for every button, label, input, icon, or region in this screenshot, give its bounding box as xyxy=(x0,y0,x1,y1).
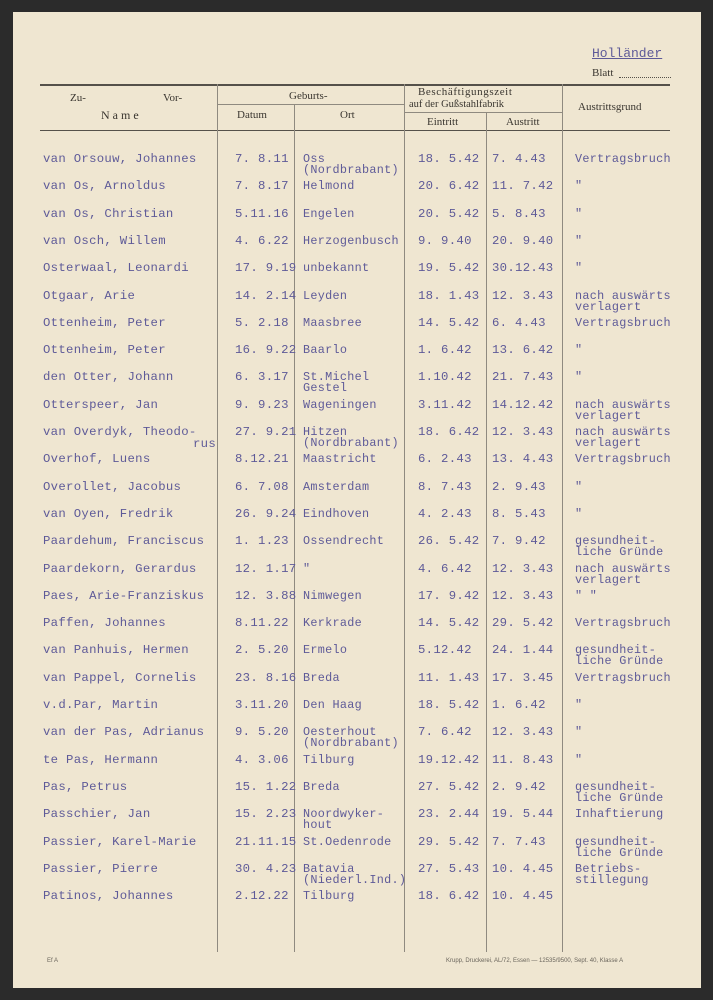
exit-date-cell: 2. 9.43 xyxy=(492,480,546,494)
name-cell: Osterwaal, Leonardi xyxy=(43,261,189,275)
col-divider-3 xyxy=(404,84,405,952)
birth-date-cell: 5. 2.18 xyxy=(235,316,289,330)
header-geburts: Geburts- xyxy=(289,90,328,102)
name-cell: Paes, Arie-Franziskus xyxy=(43,589,205,603)
reason-cell-2: liche Gründe xyxy=(575,846,664,860)
reason-cell: " xyxy=(575,480,583,494)
header-austritt: Austritt xyxy=(506,116,540,128)
reason-cell: " xyxy=(575,370,583,384)
header-austrittsgrund: Austrittsgrund xyxy=(578,101,642,113)
entry-date-cell: 18. 6.42 xyxy=(418,889,480,903)
entry-date-cell: 7. 6.42 xyxy=(418,725,472,739)
entry-date-cell: 4. 6.42 xyxy=(418,562,472,576)
exit-date-cell: 21. 7.43 xyxy=(492,370,554,384)
birth-place-cell-2: (Nordbrabant) xyxy=(303,736,399,750)
col-divider-4 xyxy=(486,112,487,952)
entry-date-cell: 1.10.42 xyxy=(418,370,472,384)
reason-cell: Vertragsbruch xyxy=(575,152,671,166)
reason-cell-2: liche Gründe xyxy=(575,791,664,805)
birth-date-cell: 4. 3.06 xyxy=(235,753,289,767)
birth-date-cell: 14. 2.14 xyxy=(235,289,297,303)
entry-date-cell: 3.11.42 xyxy=(418,398,472,412)
entry-date-cell: 20. 6.42 xyxy=(418,179,480,193)
reason-cell: nach auswärts xyxy=(575,425,671,439)
entry-date-cell: 19.12.42 xyxy=(418,753,480,767)
exit-date-cell: 7. 9.42 xyxy=(492,534,546,548)
reason-cell: " " xyxy=(575,589,598,603)
exit-date-cell: 20. 9.40 xyxy=(492,234,554,248)
beschaeftigung-subrule xyxy=(404,112,562,113)
entry-date-cell: 18. 5.42 xyxy=(418,698,480,712)
birth-date-cell: 8.11.22 xyxy=(235,616,289,630)
blatt-line xyxy=(619,77,671,78)
birth-date-cell: 16. 9.22 xyxy=(235,343,297,357)
exit-date-cell: 13. 4.43 xyxy=(492,452,554,466)
exit-date-cell: 12. 3.43 xyxy=(492,425,554,439)
name-cell: Paardekorn, Gerardus xyxy=(43,562,197,576)
birth-place-cell: Maastricht xyxy=(303,452,377,466)
name-cell: Otterspeer, Jan xyxy=(43,398,159,412)
footer-right: Krupp, Druckerei, AL/72, Essen — 12535/9500, Sept. 40, Klasse A xyxy=(446,958,624,964)
reason-cell: " xyxy=(575,343,583,357)
exit-date-cell: 12. 3.43 xyxy=(492,562,554,576)
birth-date-cell: 7. 8.11 xyxy=(235,152,289,166)
birth-date-cell: 21.11.15 xyxy=(235,835,297,849)
exit-date-cell: 29. 5.42 xyxy=(492,616,554,630)
birth-place-cell: Noordwyker- xyxy=(303,807,385,821)
reason-cell-2: stillegung xyxy=(575,873,649,887)
birth-place-cell: " xyxy=(303,562,311,576)
name-cell: Paffen, Johannes xyxy=(43,616,166,630)
birth-place-cell: Oss xyxy=(303,152,326,166)
birth-place-cell: Hitzen xyxy=(303,425,348,439)
birth-place-cell: Helmond xyxy=(303,179,355,193)
col-divider-1 xyxy=(217,84,218,952)
reason-cell: nach auswärts xyxy=(575,398,671,412)
entry-date-cell: 17. 9.42 xyxy=(418,589,480,603)
name-cell: Pas, Petrus xyxy=(43,780,128,794)
exit-date-cell: 30.12.43 xyxy=(492,261,554,275)
reason-cell: " xyxy=(575,207,583,221)
entry-date-cell: 14. 5.42 xyxy=(418,316,480,330)
birth-place-cell: Breda xyxy=(303,780,340,794)
table-header-rule xyxy=(40,130,670,131)
exit-date-cell: 2. 9.42 xyxy=(492,780,546,794)
birth-place-cell: Leyden xyxy=(303,289,348,303)
header-ort: Ort xyxy=(340,109,355,121)
reason-cell: Vertragsbruch xyxy=(575,616,671,630)
name-cell: van Oyen, Fredrik xyxy=(43,507,174,521)
reason-cell: " xyxy=(575,179,583,193)
exit-date-cell: 24. 1.44 xyxy=(492,643,554,657)
entry-date-cell: 19. 5.42 xyxy=(418,261,480,275)
name-cell: v.d.Par, Martin xyxy=(43,698,159,712)
reason-cell: nach auswärts xyxy=(575,562,671,576)
footer-left: Ef A xyxy=(47,958,59,964)
reason-cell-2: verlagert xyxy=(575,409,642,423)
header-eintritt: Eintritt xyxy=(427,116,459,128)
reason-cell: gesundheit- xyxy=(575,643,657,657)
exit-date-cell: 14.12.42 xyxy=(492,398,554,412)
exit-date-cell: 11. 8.43 xyxy=(492,753,554,767)
birth-place-cell: Den Haag xyxy=(303,698,363,712)
birth-place-cell: Nimwegen xyxy=(303,589,363,603)
birth-place-cell: Engelen xyxy=(303,207,355,221)
birth-place-cell-2: (Nordbrabant) xyxy=(303,163,399,177)
reason-cell: Betriebs- xyxy=(575,862,642,876)
birth-place-cell: Oesterhout xyxy=(303,725,377,739)
birth-place-cell: Herzogenbusch xyxy=(303,234,399,248)
header-name: N a m e xyxy=(101,108,139,122)
birth-date-cell: 1. 1.23 xyxy=(235,534,289,548)
birth-date-cell: 23. 8.16 xyxy=(235,671,297,685)
exit-date-cell: 7. 4.43 xyxy=(492,152,546,166)
name-cell: van der Pas, Adrianus xyxy=(43,725,205,739)
birth-place-cell: St.Oedenrode xyxy=(303,835,392,849)
name-cell: van Orsouw, Johannes xyxy=(43,152,197,166)
birth-place-cell-2: Gestel xyxy=(303,381,348,395)
exit-date-cell: 1. 6.42 xyxy=(492,698,546,712)
birth-place-cell: Tilburg xyxy=(303,753,355,767)
entry-date-cell: 29. 5.42 xyxy=(418,835,480,849)
exit-date-cell: 17. 3.45 xyxy=(492,671,554,685)
birth-place-cell-2: hout xyxy=(303,818,333,832)
birth-place-cell: Maasbree xyxy=(303,316,363,330)
document-page xyxy=(13,12,701,988)
birth-place-cell: Wageningen xyxy=(303,398,377,412)
birth-place-cell: Breda xyxy=(303,671,340,685)
entry-date-cell: 9. 9.40 xyxy=(418,234,472,248)
name-cell: Otgaar, Arie xyxy=(43,289,136,303)
entry-date-cell: 18. 6.42 xyxy=(418,425,480,439)
reason-cell: Vertragsbruch xyxy=(575,671,671,685)
reason-cell: gesundheit- xyxy=(575,534,657,548)
name-cell: Passier, Pierre xyxy=(43,862,159,876)
reason-cell: " xyxy=(575,234,583,248)
name-cell: Passier, Karel-Marie xyxy=(43,835,197,849)
exit-date-cell: 12. 3.43 xyxy=(492,589,554,603)
reason-cell: nach auswärts xyxy=(575,289,671,303)
name-cell: Passchier, Jan xyxy=(43,807,151,821)
exit-date-cell: 19. 5.44 xyxy=(492,807,554,821)
reason-cell-2: liche Gründe xyxy=(575,545,664,559)
birth-place-cell: Kerkrade xyxy=(303,616,363,630)
birth-place-cell: Tilburg xyxy=(303,889,355,903)
name-cell: van Pappel, Cornelis xyxy=(43,671,197,685)
exit-date-cell: 5. 8.43 xyxy=(492,207,546,221)
birth-place-cell-2: (Niederl.Ind.) xyxy=(303,873,407,887)
exit-date-cell: 6. 4.43 xyxy=(492,316,546,330)
reason-cell-2: verlagert xyxy=(575,300,642,314)
entry-date-cell: 27. 5.42 xyxy=(418,780,480,794)
name-cell: Paardehum, Franciscus xyxy=(43,534,205,548)
entry-date-cell: 8. 7.43 xyxy=(418,480,472,494)
reason-cell: " xyxy=(575,698,583,712)
reason-cell: Vertragsbruch xyxy=(575,452,671,466)
reason-cell: gesundheit- xyxy=(575,835,657,849)
name-cell: te Pas, Hermann xyxy=(43,753,159,767)
name-cell: Ottenheim, Peter xyxy=(43,343,166,357)
birth-place-cell: Ossendrecht xyxy=(303,534,385,548)
exit-date-cell: 13. 6.42 xyxy=(492,343,554,357)
table-top-rule xyxy=(40,84,670,86)
name-cell: van Panhuis, Hermen xyxy=(43,643,189,657)
birth-date-cell: 17. 9.19 xyxy=(235,261,297,275)
birth-date-cell: 4. 6.22 xyxy=(235,234,289,248)
col-divider-5 xyxy=(562,84,563,952)
entry-date-cell: 23. 2.44 xyxy=(418,807,480,821)
name-cell: Overollet, Jacobus xyxy=(43,480,182,494)
blatt-label: Blatt xyxy=(592,67,614,79)
birth-date-cell: 3.11.20 xyxy=(235,698,289,712)
birth-date-cell: 30. 4.23 xyxy=(235,862,297,876)
col-divider-2 xyxy=(294,104,295,952)
birth-place-cell: unbekannt xyxy=(303,261,370,275)
entry-date-cell: 1. 6.42 xyxy=(418,343,472,357)
header-beschaeftigung-2: auf der Gußstahlfabrik xyxy=(409,99,505,110)
name-cell: Patinos, Johannes xyxy=(43,889,174,903)
birth-date-cell: 2.12.22 xyxy=(235,889,289,903)
reason-cell: " xyxy=(575,725,583,739)
reason-cell-2: liche Gründe xyxy=(575,654,664,668)
entry-date-cell: 27. 5.43 xyxy=(418,862,480,876)
name-cell: van Os, Christian xyxy=(43,207,174,221)
exit-date-cell: 10. 4.45 xyxy=(492,889,554,903)
entry-date-cell: 4. 2.43 xyxy=(418,507,472,521)
reason-cell-2: verlagert xyxy=(575,573,642,587)
exit-date-cell: 7. 7.43 xyxy=(492,835,546,849)
header-datum: Datum xyxy=(237,109,267,121)
birth-date-cell: 12. 3.88 xyxy=(235,589,297,603)
nationality-label: Holländer xyxy=(592,46,663,61)
entry-date-cell: 18. 5.42 xyxy=(418,152,480,166)
birth-date-cell: 2. 5.20 xyxy=(235,643,289,657)
birth-date-cell: 7. 8.17 xyxy=(235,179,289,193)
birth-date-cell: 6. 7.08 xyxy=(235,480,289,494)
birth-place-cell: Baarlo xyxy=(303,343,348,357)
birth-place-cell: Eindhoven xyxy=(303,507,370,521)
name-cell: van Osch, Willem xyxy=(43,234,166,248)
exit-date-cell: 12. 3.43 xyxy=(492,289,554,303)
name-cell: den Otter, Johann xyxy=(43,370,174,384)
reason-cell: " xyxy=(575,753,583,767)
name-cell: Overhof, Luens xyxy=(43,452,151,466)
birth-date-cell: 8.12.21 xyxy=(235,452,289,466)
birth-place-cell: Batavia xyxy=(303,862,355,876)
entry-date-cell: 14. 5.42 xyxy=(418,616,480,630)
birth-date-cell: 6. 3.17 xyxy=(235,370,289,384)
birth-date-cell: 26. 9.24 xyxy=(235,507,297,521)
exit-date-cell: 12. 3.43 xyxy=(492,725,554,739)
entry-date-cell: 26. 5.42 xyxy=(418,534,480,548)
birth-date-cell: 15. 1.22 xyxy=(235,780,297,794)
birth-place-cell: Ermelo xyxy=(303,643,348,657)
entry-date-cell: 6. 2.43 xyxy=(418,452,472,466)
birth-date-cell: 5.11.16 xyxy=(235,207,289,221)
geburts-subrule xyxy=(217,104,404,105)
birth-date-cell: 9. 9.23 xyxy=(235,398,289,412)
header-beschaeftigung-1: Beschäftigungszeit xyxy=(418,86,513,98)
name-cell: van Os, Arnoldus xyxy=(43,179,166,193)
entry-date-cell: 11. 1.43 xyxy=(418,671,480,685)
name-cell-2: rus xyxy=(193,437,217,451)
birth-place-cell-2: (Nordbrabant) xyxy=(303,436,399,450)
reason-cell: Inhaftierung xyxy=(575,807,664,821)
exit-date-cell: 11. 7.42 xyxy=(492,179,554,193)
reason-cell-2: verlagert xyxy=(575,436,642,450)
exit-date-cell: 10. 4.45 xyxy=(492,862,554,876)
birth-date-cell: 12. 1.17 xyxy=(235,562,297,576)
birth-date-cell: 9. 5.20 xyxy=(235,725,289,739)
header-zu: Zu- xyxy=(70,92,86,104)
birth-place-cell: Amsterdam xyxy=(303,480,370,494)
reason-cell: gesundheit- xyxy=(575,780,657,794)
reason-cell: " xyxy=(575,261,583,275)
name-cell: van Overdyk, Theodo- xyxy=(43,425,197,439)
birth-date-cell: 15. 2.23 xyxy=(235,807,297,821)
birth-date-cell: 27. 9.21 xyxy=(235,425,297,439)
reason-cell: " xyxy=(575,507,583,521)
reason-cell: Vertragsbruch xyxy=(575,316,671,330)
entry-date-cell: 20. 5.42 xyxy=(418,207,480,221)
birth-place-cell: St.Michel xyxy=(303,370,370,384)
entry-date-cell: 5.12.42 xyxy=(418,643,472,657)
name-cell: Ottenheim, Peter xyxy=(43,316,166,330)
exit-date-cell: 8. 5.43 xyxy=(492,507,546,521)
header-vor: Vor- xyxy=(163,92,183,104)
entry-date-cell: 18. 1.43 xyxy=(418,289,480,303)
